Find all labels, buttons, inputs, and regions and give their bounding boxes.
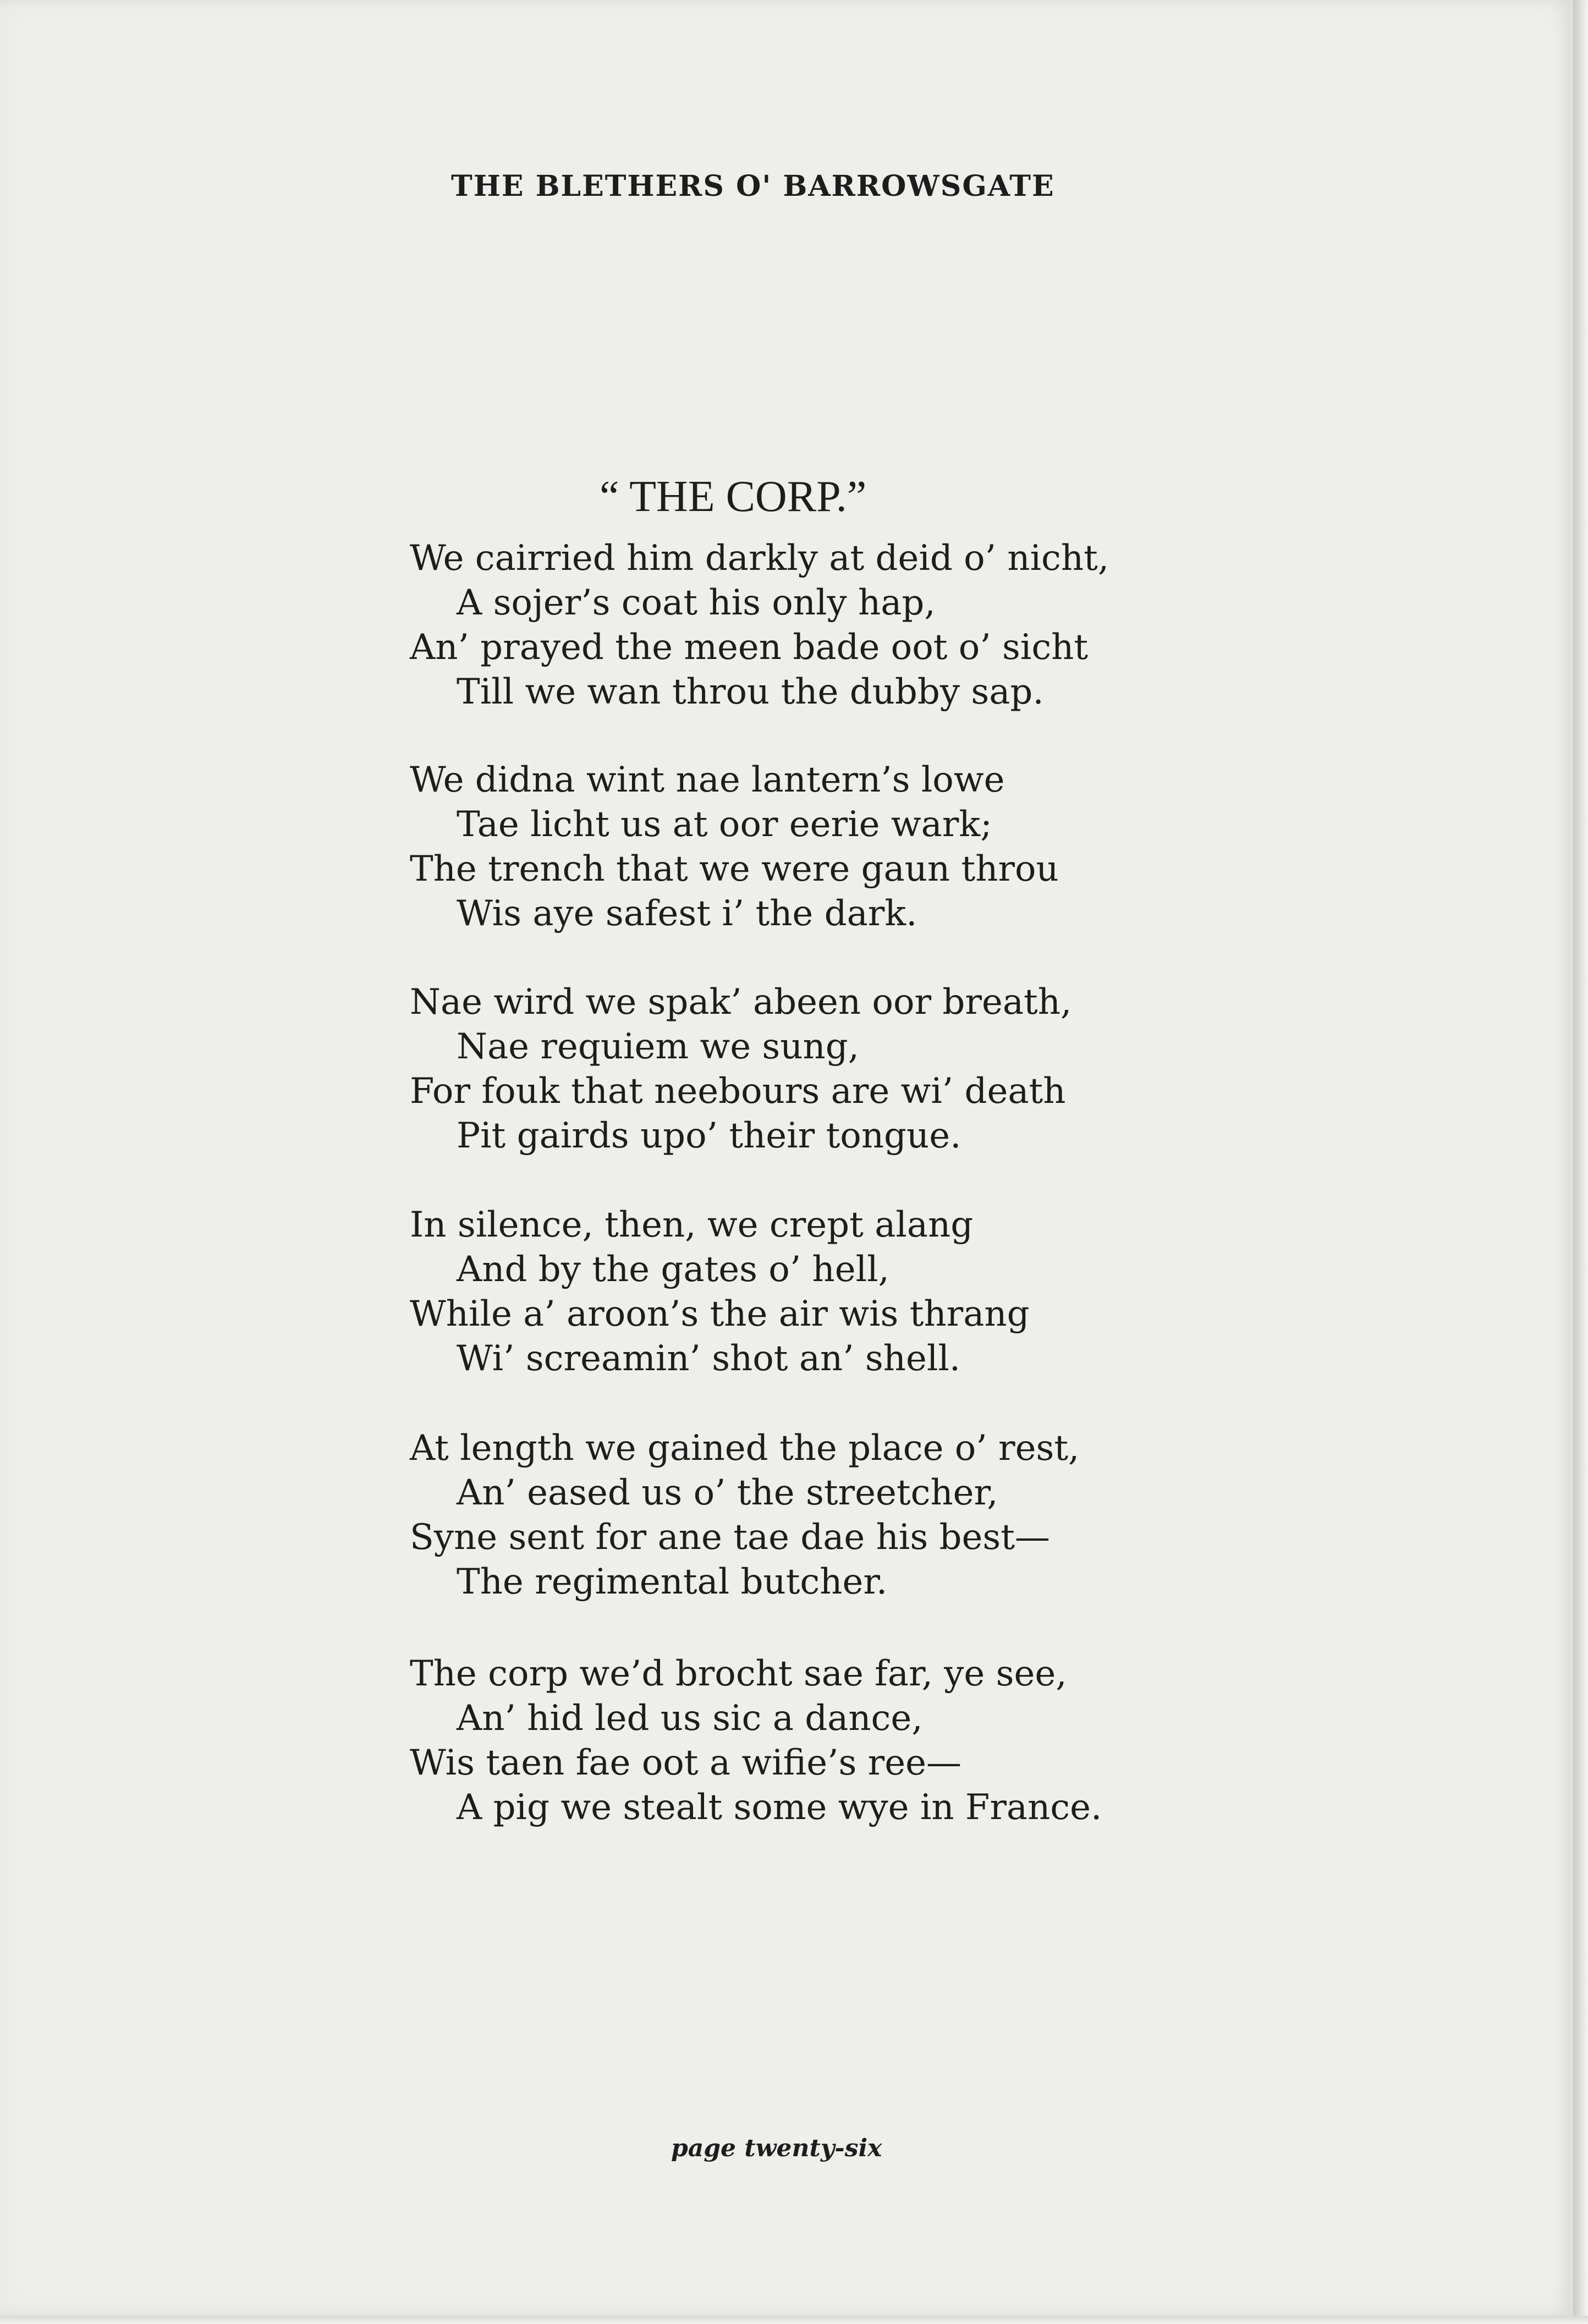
poem-line: Wis taen fae oot a wifie’s ree—: [410, 1743, 961, 1783]
poem-line: While a’ aroon’s the air wis thrang: [410, 1294, 1030, 1334]
poem-line: We didna wint nae lantern’s lowe: [410, 760, 1005, 800]
poem-line: Wi’ screamin’ shot an’ shell.: [457, 1338, 961, 1379]
poem-line: And by the gates o’ hell,: [457, 1249, 889, 1290]
poem-line: For fouk that neebours are wi’ death: [410, 1071, 1066, 1112]
poem-line: The corp we’d brocht sae far, ye see,: [410, 1653, 1067, 1694]
stanza-4: [410, 1203, 1345, 1381]
poem-line: Nae wird we spak’ abeen oor breath,: [410, 982, 1072, 1023]
poem-line: The trench that we were gaun throu: [410, 849, 1059, 889]
stanza-1: [410, 536, 1345, 715]
poem-line: At length we gained the place o’ rest,: [410, 1428, 1080, 1469]
stanza-3: [410, 980, 1345, 1158]
poem-line: A sojer’s coat his only hap,: [457, 583, 936, 623]
poem-line: A pig we stealt some wye in France.: [457, 1787, 1102, 1828]
poem-line: In silence, then, we crept alang: [410, 1205, 974, 1245]
poem-line: An’ eased us o’ the streetcher,: [457, 1473, 998, 1513]
running-head: THE BLETHERS O' BARROWSGATE: [451, 169, 1055, 203]
poem-line: Till we wan throu the dubby sap.: [457, 672, 1044, 712]
poem-line: Pit gairds upo’ their tongue.: [457, 1116, 961, 1156]
poem-line: We cairried him darkly at deid o’ nicht,: [410, 538, 1109, 579]
poem-line: Nae requiem we sung,: [457, 1026, 859, 1067]
page-edge-bottom: [0, 2316, 1588, 2324]
stanza-2: [410, 758, 1345, 936]
poem-line: Syne sent for ane tae dae his best—: [410, 1517, 1050, 1558]
page-number: page twenty-six: [671, 2134, 882, 2162]
poem-line: The regimental butcher.: [457, 1562, 888, 1602]
poem-line: Tae licht us at oor eerie wark;: [457, 804, 992, 845]
stanza-5: [410, 1426, 1345, 1605]
page-edge-right: [1573, 0, 1588, 2324]
poem-title: “ THE CORP.”: [600, 473, 867, 521]
stanza-6: [410, 1652, 1345, 1830]
poem-line: An’ hid led us sic a dance,: [457, 1698, 923, 1739]
poem-line: Wis aye safest i’ the dark.: [457, 893, 917, 934]
poem-line: An’ prayed the meen bade oot o’ sicht: [410, 627, 1089, 668]
